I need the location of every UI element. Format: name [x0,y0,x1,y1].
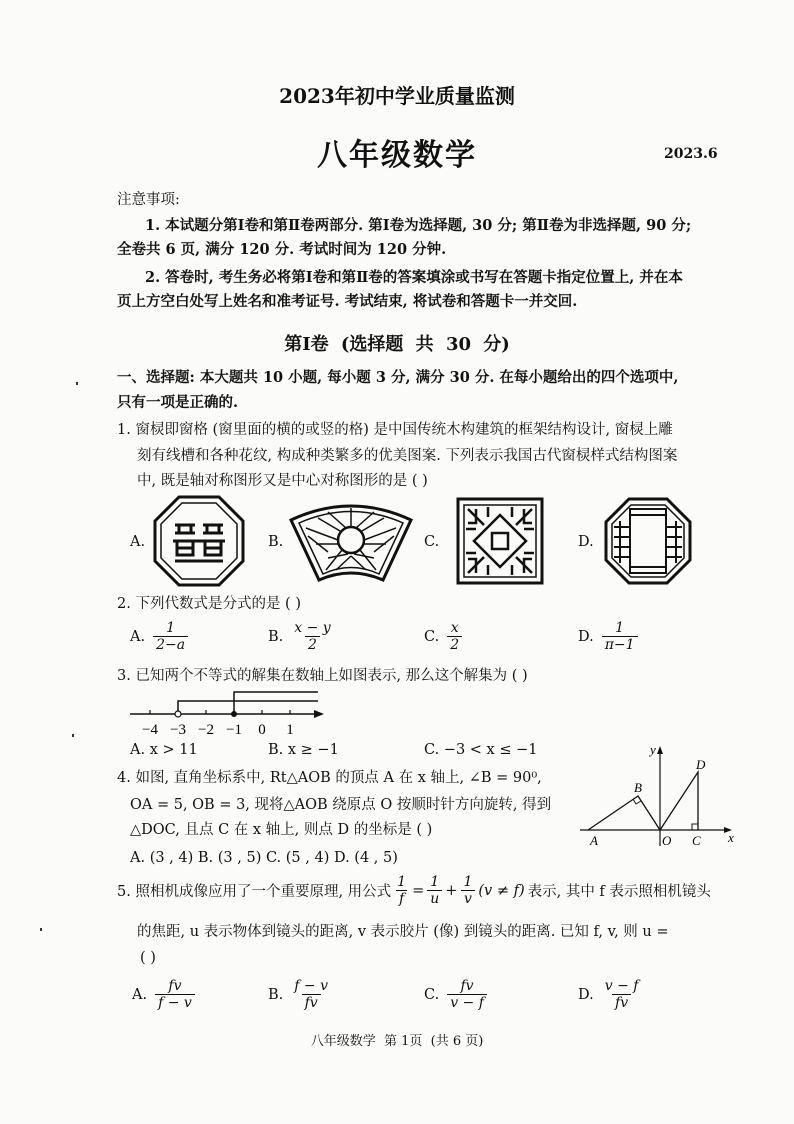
q2-option-d: D. $\frac{1}{\pi-1}$ [578,620,638,653]
q1-option-d-label: D. [578,534,594,550]
point-b-label: B [634,780,642,795]
q1-option-a-label: A. [130,534,146,550]
lattice-square-pattern-icon [456,497,544,589]
q4-line-1: 4. 如图, 直角坐标系中, Rt△AOB 的顶点 A 在 x 轴上, ∠B = 90⁰, [117,770,542,786]
tick-label: 0 [258,722,266,738]
lattice-fan-icon [288,498,414,586]
tick-label: −1 [226,722,242,738]
point-a-label: A [590,833,598,848]
tick-label: −4 [142,722,158,738]
q1-line-1: 1. 窗棂即窗格 (窗里面的横的或竖的格) 是中国传统木构建筑的框架结构设计, 窗棂上雕 [117,422,673,438]
q4-options: A. (3 , 4) B. (3 , 5) C. (5 , 4) D. (4 , 5) [130,850,398,866]
q1-option-c-label: C. [424,534,440,550]
q2-option-c: C. $\frac{x}{2}$ [424,620,462,653]
q5-option-b: B. $\frac{f - v}{fv}$ [268,978,328,1011]
notice-line-4: 页上方空白处写上姓名和准考证号. 考试结束, 将试卷和答题卡一并交回. [117,293,578,310]
q3-option-c: C. −3 < x ≤ −1 [424,742,538,758]
scan-speck [72,734,74,737]
point-c-label: C [692,833,701,848]
q1-option-b-label: B. [268,534,284,550]
scan-speck [40,928,42,931]
q3-option-b: B. x ≥ −1 [268,742,339,758]
y-axis-label: y [650,742,656,757]
q5-line-3: ( ) [140,950,156,966]
tick-label: −2 [198,722,214,738]
section1-line-2: 只有一项是正确的. [117,394,239,411]
q4-line-3: △DOC, 且点 C 在 x 轴上, 则点 D 的坐标是 ( ) [130,822,433,838]
exam-title: 2023年初中学业质量监测 [279,84,515,108]
coordinate-figure [578,742,738,854]
notice-heading: 注意事项: [117,192,180,208]
notice-line-1: 1. 本试题分第Ⅰ卷和第Ⅱ卷两部分. 第Ⅰ卷为选择题, 30 分; 第Ⅱ卷为非选择题, 90 分; [145,217,692,234]
q3-option-a: A. x > 11 [130,742,198,758]
part1-title: 第Ⅰ卷 (选择题 共 30 分) [284,334,510,355]
tick-label: −3 [170,722,186,738]
page-footer: 八年级数学 第 1页 (共 6 页) [310,1034,484,1049]
subject-title: 八年级数学 [317,138,477,173]
number-line-figure [128,690,328,744]
scan-speck [76,382,78,385]
q2-option-a: A. $\frac{1}{2-a}$ [130,620,188,653]
q4-line-2: OA = 5, OB = 3, 现将△AOB 绕原点 O 按顺时针方向旋转, 得到 [130,797,552,813]
q5-line-1: 5. 照相机成像应用了一个重要原理, 用公式 $\frac{1}{f}$ = $\frac{1}{u}$ + $\frac{1}{v}$ (v ≠ f) 表示, 其中 f 表示照相机镜头 [117,874,711,907]
q3-stem: 3. 已知两个不等式的解集在数轴上如图表示, 那么这个解集为 ( ) [117,668,528,684]
lattice-double-happiness-icon [153,495,245,591]
point-o-label: O [662,833,672,848]
x-axis-label: x [728,830,734,845]
q2-option-b: B. $\frac{x - y}{2}$ [268,620,331,653]
q2-stem: 2. 下列代数式是分式的是 ( ) [117,596,301,612]
q5-option-c: C. $\frac{fv}{v - f}$ [424,978,487,1011]
q5-option-a: A. $\frac{fv}{f - v}$ [132,978,195,1011]
q1-line-2: 刻有线槽和各种花纹, 构成种类繁多的优美图案. 下列表示我国古代窗棂样式结构图案 [137,448,678,464]
q1-line-3: 中, 既是轴对称图形又是中心对称图形的是 ( ) [137,473,428,489]
q5-line-2: 的焦距, u 表示物体到镜头的距离, v 表示胶片 (像) 到镜头的距离. 已知 f, v, 则 u = [137,924,669,940]
tick-label: 1 [286,722,294,738]
lattice-octagon-icon [604,497,692,589]
notice-line-2: 全卷共 6 页, 满分 120 分. 考试时间为 120 分钟. [117,241,447,258]
q5-option-d: D. $\frac{v - f}{fv}$ [578,978,639,1011]
section1-line-1: 一、选择题: 本大题共 10 小题, 每小题 3 分, 满分 30 分. 在每小题给出的四个选项中, [117,369,679,386]
notice-line-3: 2. 答卷时, 考生务必将第Ⅰ卷和第Ⅱ卷的答案填涂或书写在答题卡指定位置上, 并在本 [145,269,683,286]
point-d-label: D [696,757,706,772]
exam-date: 2023.6 [664,146,718,162]
